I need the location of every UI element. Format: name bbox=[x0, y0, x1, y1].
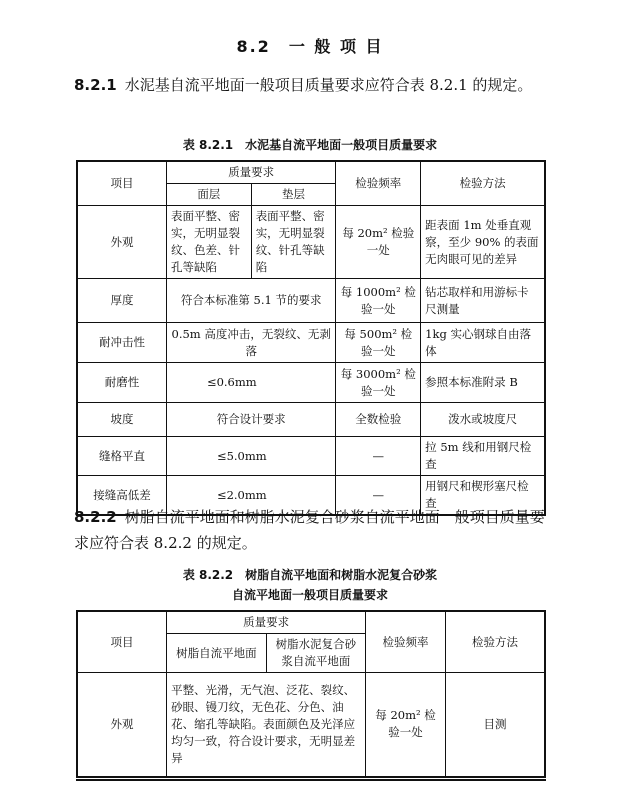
header-item: 项目 bbox=[77, 611, 167, 673]
cell-method: 目测 bbox=[445, 673, 545, 777]
quality-table-2 bbox=[76, 610, 546, 778]
header-quality: 质量要求 bbox=[167, 611, 366, 634]
header-composite: 树脂水泥复合砂浆自流平地面 bbox=[266, 634, 366, 673]
cell-quality: 平整、光滑，无气泡、泛花、裂纹、砂眼、镘刀纹，无色花、分色、油花、缩孔等缺陷。表面颜色及光泽应均匀一致，符合设计要求，无明显差异 bbox=[167, 673, 366, 777]
header-cushion: 垫层 bbox=[251, 184, 336, 206]
header-method: 检验方法 bbox=[445, 611, 545, 673]
table-row bbox=[77, 673, 545, 777]
cell-method: 泼水或坡度尺 bbox=[421, 403, 545, 437]
header-frequency: 检验频率 bbox=[336, 161, 421, 206]
cell-frequency: 每 20m² 检验一处 bbox=[366, 673, 446, 777]
cell-item: 接缝高低差 bbox=[77, 476, 166, 516]
table-row bbox=[77, 437, 545, 476]
cell-quality: ≤5.0mm bbox=[166, 437, 335, 476]
cell-item: 外观 bbox=[77, 673, 167, 777]
header-item: 项目 bbox=[77, 161, 166, 206]
cell-item: 耐冲击性 bbox=[77, 323, 166, 363]
cell-method: 1kg 实心钢球自由落体 bbox=[421, 323, 545, 363]
cell-quality: 符合设计要求 bbox=[166, 403, 335, 437]
cell-method: 用钢尺和楔形塞尺检查 bbox=[421, 476, 545, 516]
cell-frequency: 每 1000m² 检验一处 bbox=[336, 279, 421, 323]
cell-cushion: 表面平整、密实，无明显裂纹、针孔等缺陷 bbox=[251, 206, 336, 279]
section-title: 8.2 一 般 项 目 bbox=[236, 37, 384, 56]
cell-method: 钻芯取样和用游标卡尺测量 bbox=[421, 279, 545, 323]
clause-text: 水泥基自流平地面一般项目质量要求应符合表 8.2.1 的规定。 bbox=[124, 76, 533, 94]
cell-item: 坡度 bbox=[77, 403, 166, 437]
cell-frequency: 每 500m² 检验一处 bbox=[336, 323, 421, 363]
header-method: 检验方法 bbox=[421, 161, 545, 206]
table-row bbox=[77, 363, 545, 403]
table-row bbox=[77, 206, 545, 279]
cell-item: 缝格平直 bbox=[77, 437, 166, 476]
clause-text: 树脂自流平地面和树脂水泥复合砂浆自流平地面一般项目质量要求应符合表 8.2.2 的规定。 bbox=[74, 508, 545, 552]
cell-frequency: 每 20m² 检验一处 bbox=[336, 206, 421, 279]
cell-quality: 符合本标准第 5.1 节的要求 bbox=[166, 279, 335, 323]
cell-item: 耐磨性 bbox=[77, 363, 166, 403]
cell-item: 厚度 bbox=[77, 279, 166, 323]
clause-number: 8.2.2 bbox=[74, 508, 117, 526]
header-frequency: 检验频率 bbox=[366, 611, 446, 673]
cell-method: 距表面 1m 处垂直观察，至少 90% 的表面无肉眼可见的差异 bbox=[421, 206, 545, 279]
clause-8-2-1 bbox=[74, 72, 550, 98]
clause-8-2-2 bbox=[74, 504, 550, 556]
cell-quality: 0.5m 高度冲击，无裂纹、无剥落 bbox=[166, 323, 335, 363]
table-row bbox=[77, 279, 545, 323]
table-caption-line-2: 自流平地面一般项目质量要求 bbox=[231, 588, 388, 602]
cell-method: 拉 5m 线和用钢尺检查 bbox=[421, 437, 545, 476]
cell-frequency: — bbox=[336, 437, 421, 476]
cell-quality: ≤0.6mm bbox=[166, 363, 335, 403]
header-resin: 树脂自流平地面 bbox=[167, 634, 267, 673]
cell-frequency: 每 3000m² 检验一处 bbox=[336, 363, 421, 403]
clause-number: 8.2.1 bbox=[74, 76, 117, 94]
table-row bbox=[77, 323, 545, 363]
cell-frequency: — bbox=[336, 476, 421, 516]
cell-method: 参照本标准附录 B bbox=[421, 363, 545, 403]
table-row bbox=[77, 403, 545, 437]
quality-table-1 bbox=[76, 160, 546, 516]
page-bottom-rule bbox=[76, 779, 546, 781]
header-surface: 面层 bbox=[166, 184, 251, 206]
cell-frequency: 全数检验 bbox=[336, 403, 421, 437]
header-quality: 质量要求 bbox=[166, 161, 335, 184]
table-caption-line-1: 表 8.2.2 树脂自流平地面和树脂水泥复合砂浆 bbox=[182, 568, 438, 582]
cell-item: 外观 bbox=[77, 206, 166, 279]
cell-quality: ≤2.0mm bbox=[166, 476, 335, 516]
cell-surface: 表面平整、密实，无明显裂纹、色差、针孔等缺陷 bbox=[166, 206, 251, 279]
table-caption: 表 8.2.1 水泥基自流平地面一般项目质量要求 bbox=[182, 138, 438, 152]
